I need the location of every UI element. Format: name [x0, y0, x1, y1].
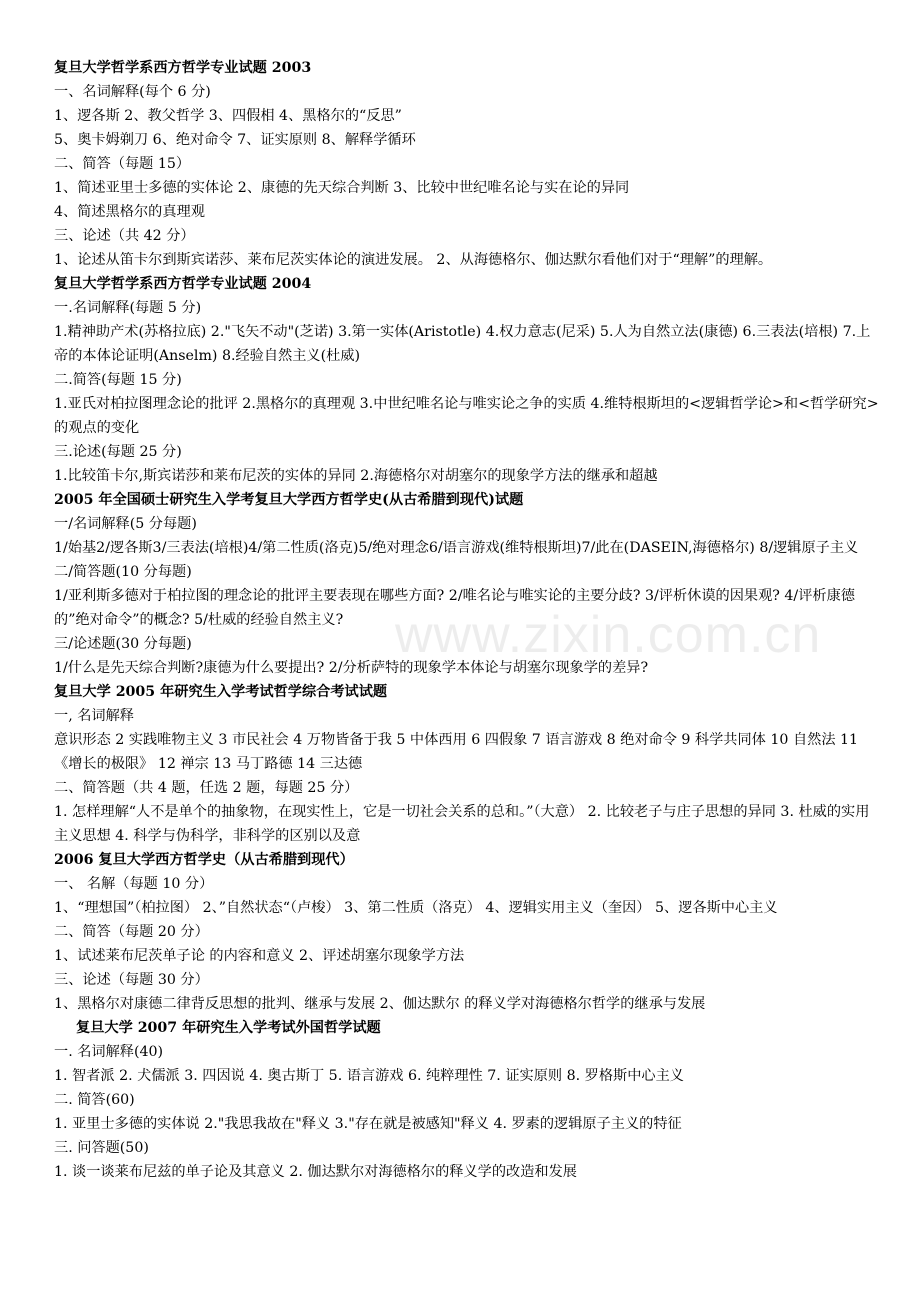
exam-title: 复旦大学 2005 年研究生入学考试哲学综合考试试题	[54, 684, 388, 700]
watermark: www.zixin.com.cn	[395, 606, 822, 664]
text-line: 1、逻各斯 2、教父哲学 3、四假相 4、黑格尔的“反思”	[54, 108, 402, 124]
text-line: 一、 名解（每题 10 分）	[54, 876, 214, 892]
text-line: 1. 怎样理解“人不是单个的抽象物，在现实性上，它是一切社会关系的总和。”（大意） 2. 比较老子与庄子思想的异同 3. 杜威的实用主义思想 4. 科学与伪科学，非科学的区别以及意	[54, 804, 870, 844]
text-line: 5、奥卡姆剃刀 6、绝对命令 7、证实原则 8、解释学循环	[54, 132, 416, 148]
exam-title: 复旦大学哲学系西方哲学专业试题 2003	[54, 60, 312, 76]
text-line: 1.精神助产术(苏格拉底) 2."飞矢不动"(芝诺) 3.第一实体(Aristotle) 4.权力意志(尼采) 5.人为自然立法(康德) 6.三表法(培根) 7.上帝的本体论证明(Anselm) 8.经验自然主义(杜威)	[54, 324, 871, 364]
text-line: 1.比较笛卡尔,斯宾诺莎和莱布尼茨的实体的异同 2.海德格尔对胡塞尔的现象学方法的继承和超越	[54, 468, 658, 484]
text-line: 1/什么是先天综合判断?康德为什么要提出? 2/分析萨特的现象学本体论与胡塞尔现象学的差异?	[54, 660, 649, 676]
text-line: 1、“理想国”（柏拉图） 2、”自然状态“（卢梭） 3、第二性质（洛克） 4、逻辑实用主义（奎因） 5、逻各斯中心主义	[54, 900, 778, 916]
text-line: 一, 名词解释	[54, 708, 134, 724]
text-line: 二.简答(每题 15 分)	[54, 372, 182, 388]
exam-title: 2005 年全国硕士研究生入学考复旦大学西方哲学史(从古希腊到现代)试题	[54, 492, 524, 508]
text-line: 一. 名词解释(40)	[54, 1044, 164, 1060]
text-line: 三/论述题(30 分每题)	[54, 636, 192, 652]
text-line: 一.名词解释(每题 5 分)	[54, 300, 202, 316]
text-line: 1/亚利斯多德对于柏拉图的理念论的批评主要表现在哪些方面? 2/唯名论与唯实论的主要分歧? 3/评析休谟的因果观? 4/评析康德的”绝对命令”的概念? 5/杜威的经验自然主义?	[54, 588, 855, 628]
text-line: 三.论述(每题 25 分)	[54, 444, 182, 460]
text-line: 三. 问答题(50)	[54, 1140, 149, 1156]
text-line: 1、论述从笛卡尔到斯宾诺莎、莱布尼茨实体论的演进发展。 2、从海德格尔、伽达默尔看他们对于“理解”的理解。	[54, 252, 773, 268]
text-line: 二. 简答(60)	[54, 1092, 135, 1108]
text-line: 一、名词解释(每个 6 分)	[54, 84, 211, 100]
text-line: 1、试述莱布尼茨单子论 的内容和意义 2、评述胡塞尔现象学方法	[54, 948, 465, 964]
exam-title: 复旦大学哲学系西方哲学专业试题 2004	[54, 276, 312, 292]
text-line: 二/简答题(10 分每题)	[54, 564, 192, 580]
text-line: 意识形态 2 实践唯物主义 3 市民社会 4 万物皆备于我 5 中体西用 6 四假象 7 语言游戏 8 绝对命令 9 科学共同体 10 自然法 11《增长的极限》 12 禅宗 13 马丁路德 14 三达德	[54, 732, 859, 772]
text-line: 1、简述亚里士多德的实体论 2、康德的先天综合判断 3、比较中世纪唯名论与实在论的异同	[54, 180, 630, 196]
text-line: 1. 智者派 2. 犬儒派 3. 四因说 4. 奥古斯丁 5. 语言游戏 6. 纯粹理性 7. 证实原则 8. 罗格斯中心主义	[54, 1068, 684, 1084]
text-line: 1、黑格尔对康德二律背反思想的批判、继承与发展 2、伽达默尔 的释义学对海德格尔哲学的继承与发展	[54, 996, 706, 1012]
text-line: 1. 亚里士多德的实体说 2."我思我故在"释义 3."存在就是被感知"释义 4. 罗素的逻辑原子主义的特征	[54, 1116, 682, 1132]
text-line: 1. 谈一谈莱布尼兹的单子论及其意义 2. 伽达默尔对海德格尔的释义学的改造和发展	[54, 1164, 577, 1180]
exam-title: 复旦大学 2007 年研究生入学考试外国哲学试题	[76, 1020, 381, 1036]
text-line: 1.亚氏对柏拉图理念论的批评 2.黑格尔的真理观 3.中世纪唯名论与唯实论之争的实质 4.维特根斯坦的<逻辑哲学论>和<哲学研究>的观点的变化	[54, 396, 879, 436]
text-line: 三、论述（共 42 分）	[54, 228, 195, 244]
text-line: 二、简答（每题 20 分）	[54, 924, 209, 940]
text-line: 三、论述（每题 30 分）	[54, 972, 209, 988]
text-line: 二、简答（每题 15）	[54, 156, 191, 172]
text-line: 一/名词解释(5 分每题)	[54, 516, 197, 532]
exam-title: 2006 复旦大学西方哲学史（从古希腊到现代）	[54, 852, 354, 868]
text-line: 1/始基2/逻各斯3/三表法(培根)4/第二性质(洛克)5/绝对理念6/语言游戏(维特根斯坦)7/此在(DASEIN,海德格尔) 8/逻辑原子主义	[54, 540, 859, 556]
text-line: 4、简述黑格尔的真理观	[54, 204, 205, 220]
text-line: 二、简答题（共 4 题，任选 2 题，每题 25 分）	[54, 780, 359, 796]
